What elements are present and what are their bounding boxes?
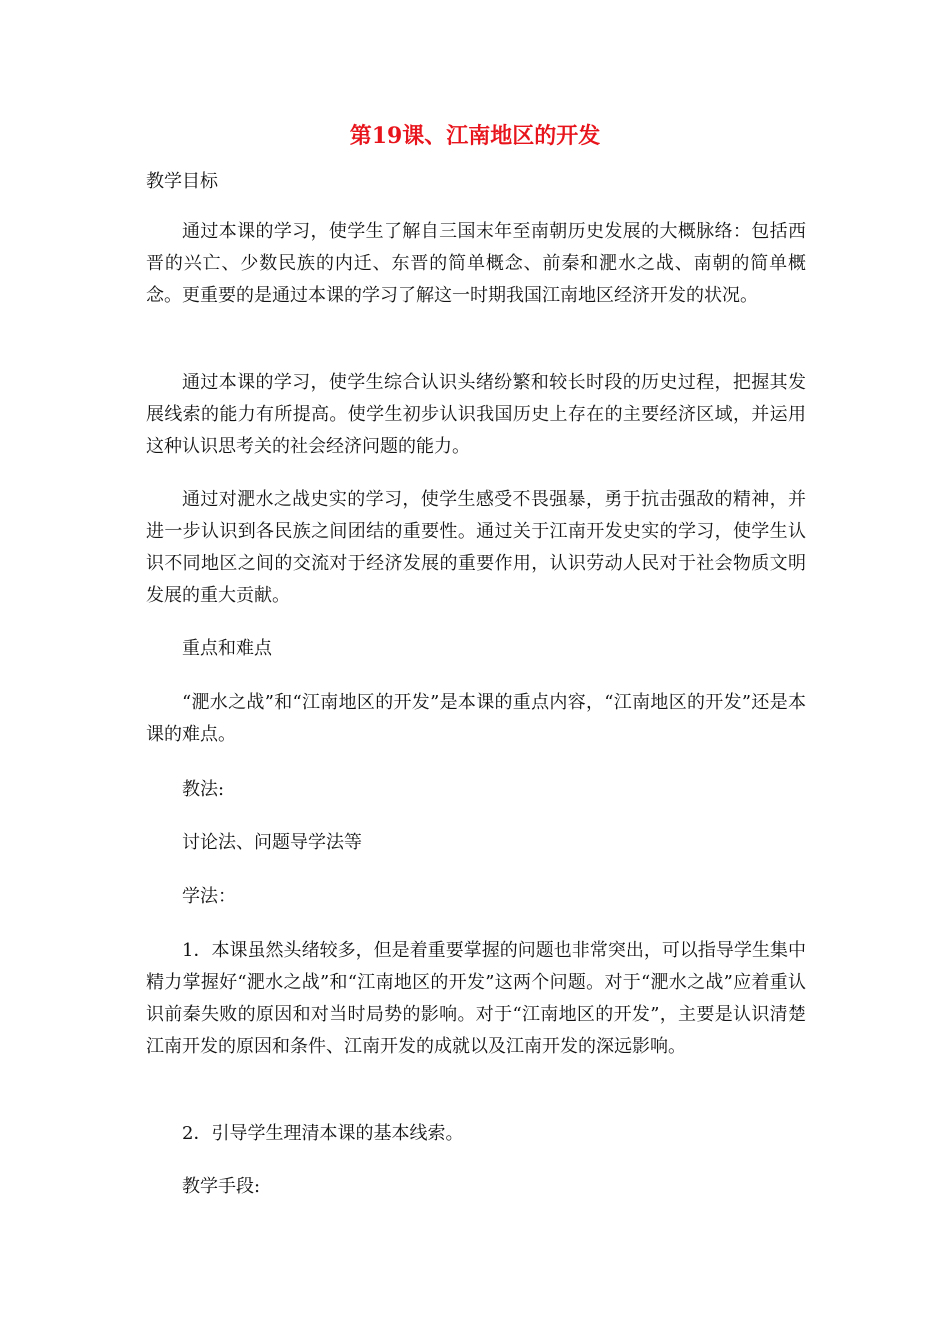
- learning-method-item-2: 2．引导学生理清本课的基本线索。: [182, 1123, 464, 1144]
- goals-paragraph-1: 通过本课的学习，使学生了解自三国末年至南朝历史发展的大概脉络：包括西晋的兴亡、少数民族的内迁、东晋的简单概念、前秦和淝水之战、南朝的简单概念。更重要的是通过本课的学习了解这一时期我国江南地区经济开发的状况。: [146, 221, 806, 306]
- section-heading-teaching-means: 教学手段:: [182, 1176, 261, 1197]
- goals-paragraph-2: 通过本课的学习，使学生综合认识头绪纷繁和较长时段的历史过程，把握其发展线索的能力有所提高。使学生初步认识我国历史上存在的主要经济区域，并运用这种认识思考关的社会经济问题的能力。: [146, 372, 806, 457]
- document-title: 第19课、江南地区的开发: [349, 123, 601, 149]
- key-points-paragraph: “淝水之战”和“江南地区的开发”是本课的重点内容，“江南地区的开发”还是本课的难点。: [146, 692, 806, 745]
- goals-paragraph-3: 通过对淝水之战史实的学习，使学生感受不畏强暴，勇于抗击强敌的精神，并进一步认识到各民族之间团结的重要性。通过关于江南开发史实的学习，使学生认识不同地区之间的交流对于经济发展的重要作用，认识劳动人民对于社会物质文明发展的重大贡献。: [146, 489, 806, 606]
- learning-method-item-1: 1．本课虽然头绪较多，但是着重要掌握的问题也非常突出，可以指导学生集中精力掌握好“淝水之战”和“江南地区的开发”这两个问题。对于“淝水之战”应着重认识前秦失败的原因和对当时局势的影响。对于“江南地区的开发”，主要是认识清楚江南开发的原因和条件、江南开发的成就以及江南开发的深远影响。: [146, 940, 806, 1057]
- section-heading-learning-method: 学法：: [182, 886, 236, 907]
- section-heading-teaching-method: 教法:: [182, 779, 225, 800]
- section-heading-key-points: 重点和难点: [182, 638, 272, 659]
- section-heading-teaching-goals: 教学目标: [146, 171, 218, 192]
- teaching-method-text: 讨论法、问题导学法等: [182, 832, 362, 853]
